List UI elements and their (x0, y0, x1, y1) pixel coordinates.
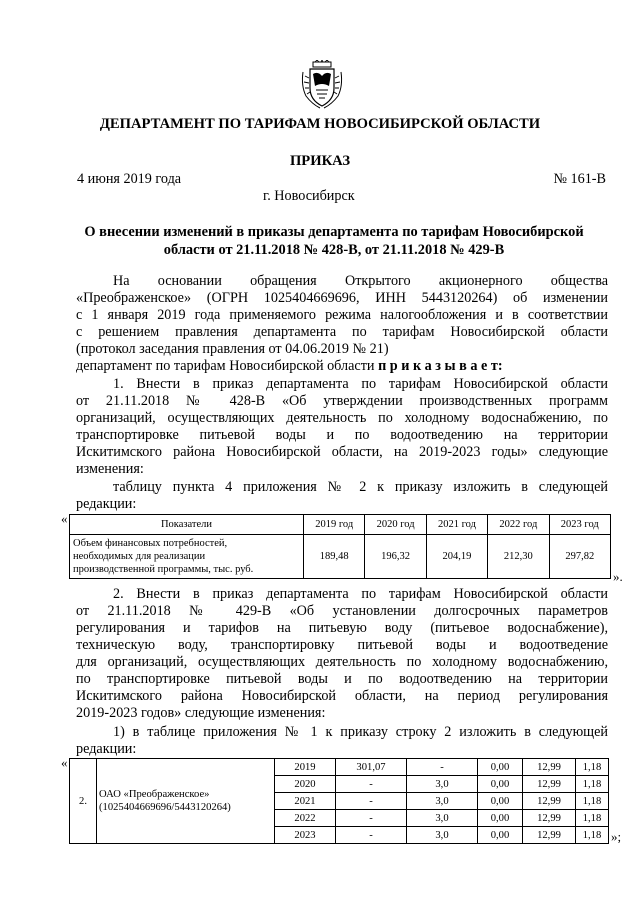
paragraph-line: 1) в таблице приложения № 1 к приказу строку 2 изложить в следующей (113, 724, 608, 740)
value-cell: 12,99 (523, 776, 576, 793)
value-cell: 189,48 (304, 535, 365, 579)
table-row (70, 759, 609, 776)
table-header-cell: 2022 год (488, 515, 549, 535)
document-number: № 161-В (553, 171, 606, 187)
table-header-cell: 2023 год (549, 515, 610, 535)
row-label-cell (70, 535, 304, 579)
coat-of-arms-icon (300, 60, 344, 110)
value-cell: 12,99 (523, 827, 576, 844)
financial-needs-table (69, 514, 611, 579)
table-header-cell: 2021 год (426, 515, 487, 535)
value-cell: 3,0 (407, 827, 478, 844)
row-label-line: производственной программы, тыс. руб. (73, 564, 254, 575)
value-cell: 1,18 (576, 793, 609, 810)
table-row (70, 535, 611, 579)
organization-name: ОАО «Преображенское» (99, 789, 210, 800)
paragraph-line: (протокол заседания правления от 04.06.2019 № 21) (76, 341, 389, 357)
value-cell: 1,18 (576, 810, 609, 827)
value-cell: 0,00 (478, 776, 523, 793)
quote-close: »; (611, 829, 622, 844)
paragraph-line: по транспортировке питьевой воды и по водоотведению на территории (76, 671, 608, 687)
year-cell: 2023 (275, 827, 336, 844)
order-line-prefix: департамент по тарифам Новосибирской области (76, 358, 379, 374)
paragraph-line: с решением правления департамента по тарифам Новосибирской области (76, 324, 608, 340)
paragraph-line: Искитимского района Новосибирской области, на период регулирования (76, 688, 608, 704)
paragraph-line: 2019-2023 годов» следующие изменения: (76, 705, 326, 721)
year-cell: 2020 (275, 776, 336, 793)
value-cell: 204,19 (426, 535, 487, 579)
title-line: области от 21.11.2018 № 428-В, от 21.11.2018 № 429-В (163, 242, 505, 258)
paragraph-line: редакции: (76, 741, 137, 757)
order-word: п р и к а з ы в а е т: (378, 358, 503, 374)
value-cell: 1,18 (576, 776, 609, 793)
value-cell: 1,18 (576, 759, 609, 776)
paragraph-line: «Преображенское» (ОГРН 1025404669696, ИНН 5443120264) об изменении (76, 290, 608, 306)
paragraph-line: организаций, осуществляющих деятельность по холодному водоснабжению, по (76, 410, 608, 426)
row-label-line: Объем финансовых потребностей, (73, 538, 228, 549)
value-cell: 3,0 (407, 776, 478, 793)
table-header-cell: 2019 год (304, 515, 365, 535)
quote-open: « (61, 511, 68, 526)
organization-codes: (1025404669696/5443120264) (99, 802, 231, 813)
year-cell: 2022 (275, 810, 336, 827)
quote-open: « (61, 755, 68, 770)
value-cell: - (336, 793, 407, 810)
organization-cell (97, 759, 275, 844)
value-cell: - (336, 810, 407, 827)
value-cell: - (336, 827, 407, 844)
paragraph-line: для организаций, осуществляющих деятельность по холодному водоснабжению, (76, 654, 608, 670)
value-cell: 301,07 (336, 759, 407, 776)
value-cell: 196,32 (365, 535, 426, 579)
department-name: ДЕПАРТАМЕНТ ПО ТАРИФАМ НОВОСИБИРСКОЙ ОБЛАСТИ (99, 116, 541, 132)
table-header-cell: 2020 год (365, 515, 426, 535)
value-cell: 0,00 (478, 827, 523, 844)
paragraph-line: изменения: (76, 461, 144, 477)
paragraph-line: техническую воду, транспортировку питьевой воды и водоотведение (76, 637, 608, 653)
paragraph-line: транспортировке питьевой воды и по водоотведению на территории (76, 427, 608, 443)
paragraph-line: 2. Внести в приказ департамента по тарифам Новосибирской области (113, 586, 608, 602)
value-cell: 212,30 (488, 535, 549, 579)
value-cell: 0,00 (478, 810, 523, 827)
document-type: ПРИКАЗ (289, 153, 351, 169)
value-cell: 3,0 (407, 810, 478, 827)
title-line: О внесении изменений в приказы департамента по тарифам Новосибирской (84, 224, 584, 240)
paragraph-line: На основании обращения Открытого акционерного общества (113, 273, 608, 289)
paragraph-line: регулирования и тарифов на питьевую воду (питьевое водоснабжение), (76, 620, 608, 636)
value-cell: - (336, 776, 407, 793)
paragraph-line: 1. Внести в приказ департамента по тарифам Новосибирской области (113, 376, 608, 392)
paragraph-line: таблицу пункта 4 приложения № 2 к приказу изложить в следующей (113, 479, 608, 495)
year-cell: 2021 (275, 793, 336, 810)
quote-close: ». (613, 569, 623, 584)
document-date: 4 июня 2019 года (77, 171, 182, 187)
table-header-cell: Показатели (70, 515, 304, 535)
value-cell: 0,00 (478, 759, 523, 776)
order-line (76, 358, 608, 375)
value-cell: 0,00 (478, 793, 523, 810)
value-cell: 297,82 (549, 535, 610, 579)
document-city: г. Новосибирск (263, 188, 355, 204)
paragraph-line: от 21.11.2018 № 429-В «Об установлении долгосрочных параметров (76, 603, 608, 619)
year-cell: 2019 (275, 759, 336, 776)
paragraph-line: Искитимского района Новосибирской области, на 2019-2023 годы» следующие (76, 444, 608, 460)
row-number-cell: 2. (70, 759, 97, 844)
row-label-line: необходимых для реализации (73, 551, 206, 562)
paragraph-line: от 21.11.2018 № 428-В «Об утверждении производственных программ (76, 393, 608, 409)
tariff-table (69, 758, 609, 844)
value-cell: 12,99 (523, 810, 576, 827)
table-header-row (70, 515, 611, 535)
value-cell: 3,0 (407, 793, 478, 810)
paragraph-line: с 1 января 2019 года применяемого режима налогообложения и в соответствии (76, 307, 608, 323)
value-cell: 12,99 (523, 759, 576, 776)
value-cell: - (407, 759, 478, 776)
paragraph-line: редакции: (76, 496, 137, 512)
value-cell: 1,18 (576, 827, 609, 844)
document-title (60, 223, 608, 259)
value-cell: 12,99 (523, 793, 576, 810)
